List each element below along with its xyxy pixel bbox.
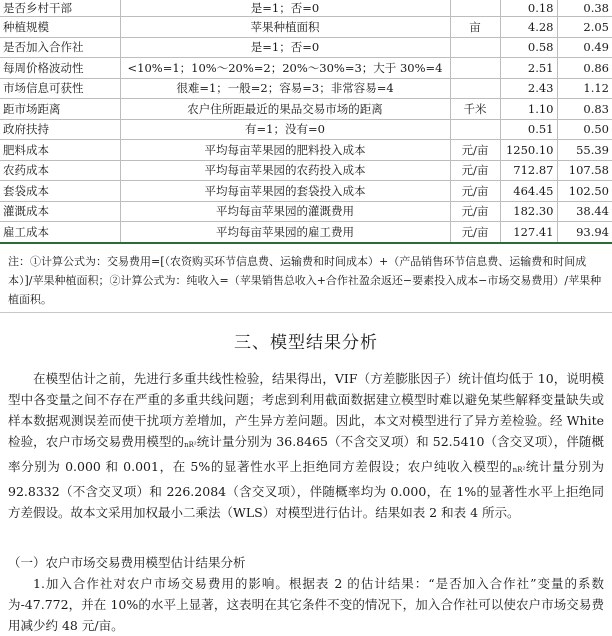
variable-name-cell: 雇工成本 — [0, 222, 120, 243]
variable-definition-cell: 平均每亩苹果园的肥料投入成本 — [120, 140, 450, 161]
variable-name-cell: 种植规模 — [0, 17, 120, 38]
table-row — [0, 99, 612, 120]
chi-stat-label: nR² — [512, 466, 526, 474]
variable-mean-cell: 464.45 — [500, 181, 557, 202]
variable-name-cell: 套袋成本 — [0, 181, 120, 202]
table-row — [0, 222, 612, 243]
table-row — [0, 140, 612, 161]
table-row — [0, 201, 612, 222]
variable-mean-cell: 1250.10 — [500, 140, 557, 161]
variable-mean-cell: 0.58 — [500, 37, 557, 58]
paragraph-text-a: 在模型估计之前，先进行多重共线性检验，结果得出，VIF（方差膨胀因子）统计值均低于 10，说明模型中各变量之间不存在严重的多重共线问题；考虑到利用截面数据建立模型时难以避免某些解释变量缺失或样本数据观测误差而使干扰项方差增加，产生异方差问题。因此，本文对模型进行了异方差检验。经 White 检验，农户市场交易费用模型的 — [8, 371, 604, 449]
variable-unit-cell: 元/亩 — [450, 201, 500, 222]
variable-name-cell: 是否乡村干部 — [0, 0, 120, 17]
variable-sd-cell: 1.12 — [557, 78, 612, 99]
variable-sd-cell: 38.44 — [557, 201, 612, 222]
variable-definition-cell: 平均每亩苹果园的农药投入成本 — [120, 160, 450, 181]
variable-mean-cell: 2.51 — [500, 58, 557, 79]
variable-unit-cell: 元/亩 — [450, 181, 500, 202]
variable-sd-cell: 0.86 — [557, 58, 612, 79]
variable-unit-cell — [450, 119, 500, 140]
variable-name-cell: 肥料成本 — [0, 140, 120, 161]
variable-unit-cell: 千米 — [450, 99, 500, 120]
table-row — [0, 119, 612, 140]
variable-sd-cell: 0.49 — [557, 37, 612, 58]
variable-name-cell: 政府扶持 — [0, 119, 120, 140]
table-row — [0, 160, 612, 181]
variable-definition-cell: 有=1；没有=0 — [120, 119, 450, 140]
variable-sd-cell: 0.83 — [557, 99, 612, 120]
variable-mean-cell: 2.43 — [500, 78, 557, 99]
variable-name-cell: 是否加入合作社 — [0, 37, 120, 58]
note-divider — [0, 312, 612, 313]
variable-unit-cell: 元/亩 — [450, 140, 500, 161]
variable-unit-cell: 元/亩 — [450, 160, 500, 181]
variable-mean-cell: 0.51 — [500, 119, 557, 140]
variable-sd-cell: 55.39 — [557, 140, 612, 161]
paragraph-cooperative-effect: 1.加入合作社对农户市场交易费用的影响。根据表 2 的估计结果：“是否加入合作社”变量的系数为-47.772，并在 10%的水平上显著，这表明在其它条件不变的情况下，加入合作社可以使农户市场交易费用减少约 48 元/亩。 — [8, 576, 604, 633]
paragraph-text-c: 统计量分别为 92.8332（不含交叉项）和 226.2084（含交叉项），伴随概率均为 0.000，在 1%的显著性水平上拒绝同方差假设。故本文采用加权最小二乘法（WLS）对模型进行估计。结果如表 2 和表 4 所示。 — [8, 459, 604, 520]
variable-unit-cell — [450, 0, 500, 17]
variable-table-body — [0, 0, 612, 243]
variable-definition-cell: 平均每亩苹果园的套袋投入成本 — [120, 181, 450, 202]
variable-sd-cell: 0.38 — [557, 0, 612, 17]
paragraph-text-b: 统计量分别为 36.8465（不含交叉项）和 52.5410（含交叉项），伴随概率分别为 0.000 和 0.001，在 5%的显著性水平上拒绝同方差假设；农户纯收入模型的 — [8, 434, 604, 474]
variable-name-cell: 灌溉成本 — [0, 201, 120, 222]
paragraph-heteroscedasticity — [8, 368, 604, 523]
variable-sd-cell: 107.58 — [557, 160, 612, 181]
variable-unit-cell: 亩 — [450, 17, 500, 38]
variable-definition-cell: 是=1；否=0 — [120, 0, 450, 17]
variable-sd-cell: 102.50 — [557, 181, 612, 202]
variable-definition-cell: 很难=1；一般=2；容易=3；非常容易=4 — [120, 78, 450, 99]
variable-mean-cell: 1.10 — [500, 99, 557, 120]
variable-unit-cell — [450, 58, 500, 79]
section-title: 三、模型结果分析 — [234, 333, 378, 353]
variable-name-cell: 距市场距离 — [0, 99, 120, 120]
variable-mean-cell: 0.18 — [500, 0, 557, 17]
table-row — [0, 37, 612, 58]
variable-mean-cell: 712.87 — [500, 160, 557, 181]
variable-definition-cell: 平均每亩苹果园的灌溉费用 — [120, 201, 450, 222]
variable-unit-cell: 元/亩 — [450, 222, 500, 243]
variable-sd-cell: 2.05 — [557, 17, 612, 38]
variable-unit-cell — [450, 78, 500, 99]
table-row — [0, 0, 612, 17]
variable-definition-cell: <10%=1；10%～20%=2；20%～30%=3；大于 30%=4 — [120, 58, 450, 79]
variable-sd-cell: 0.50 — [557, 119, 612, 140]
variable-name-cell: 农药成本 — [0, 160, 120, 181]
variable-definition-cell: 平均每亩苹果园的雇工费用 — [120, 222, 450, 243]
variable-table — [0, 0, 612, 244]
variable-mean-cell: 182.30 — [500, 201, 557, 222]
variable-name-cell: 市场信息可获性 — [0, 78, 120, 99]
table-row — [0, 78, 612, 99]
table-note: 注：①计算公式为：交易费用=[（农资购买环节信息费、运输费和时间成本）+（产品销售环节信息费、运输费和时间成本）]/苹果种植面积；②计算公式为：纯收入=（苹果销售总收入+合作社盈余返还−要素投入成本−市场交易费用）/苹果种植面积。 — [8, 255, 602, 306]
variable-name-cell: 每周价格波动性 — [0, 58, 120, 79]
sub-heading: （一）农户市场交易费用模型估计结果分析 — [8, 555, 246, 570]
table-row — [0, 17, 612, 38]
chi-stat-label: nR² — [184, 441, 197, 449]
variable-mean-cell: 4.28 — [500, 17, 557, 38]
table-row — [0, 181, 612, 202]
variable-definition-cell: 是=1；否=0 — [120, 37, 450, 58]
variable-definition-cell: 农户住所距最近的果品交易市场的距离 — [120, 99, 450, 120]
variable-mean-cell: 127.41 — [500, 222, 557, 243]
variable-unit-cell — [450, 37, 500, 58]
table-row — [0, 58, 612, 79]
variable-definition-cell: 苹果种植面积 — [120, 17, 450, 38]
variable-sd-cell: 93.94 — [557, 222, 612, 243]
